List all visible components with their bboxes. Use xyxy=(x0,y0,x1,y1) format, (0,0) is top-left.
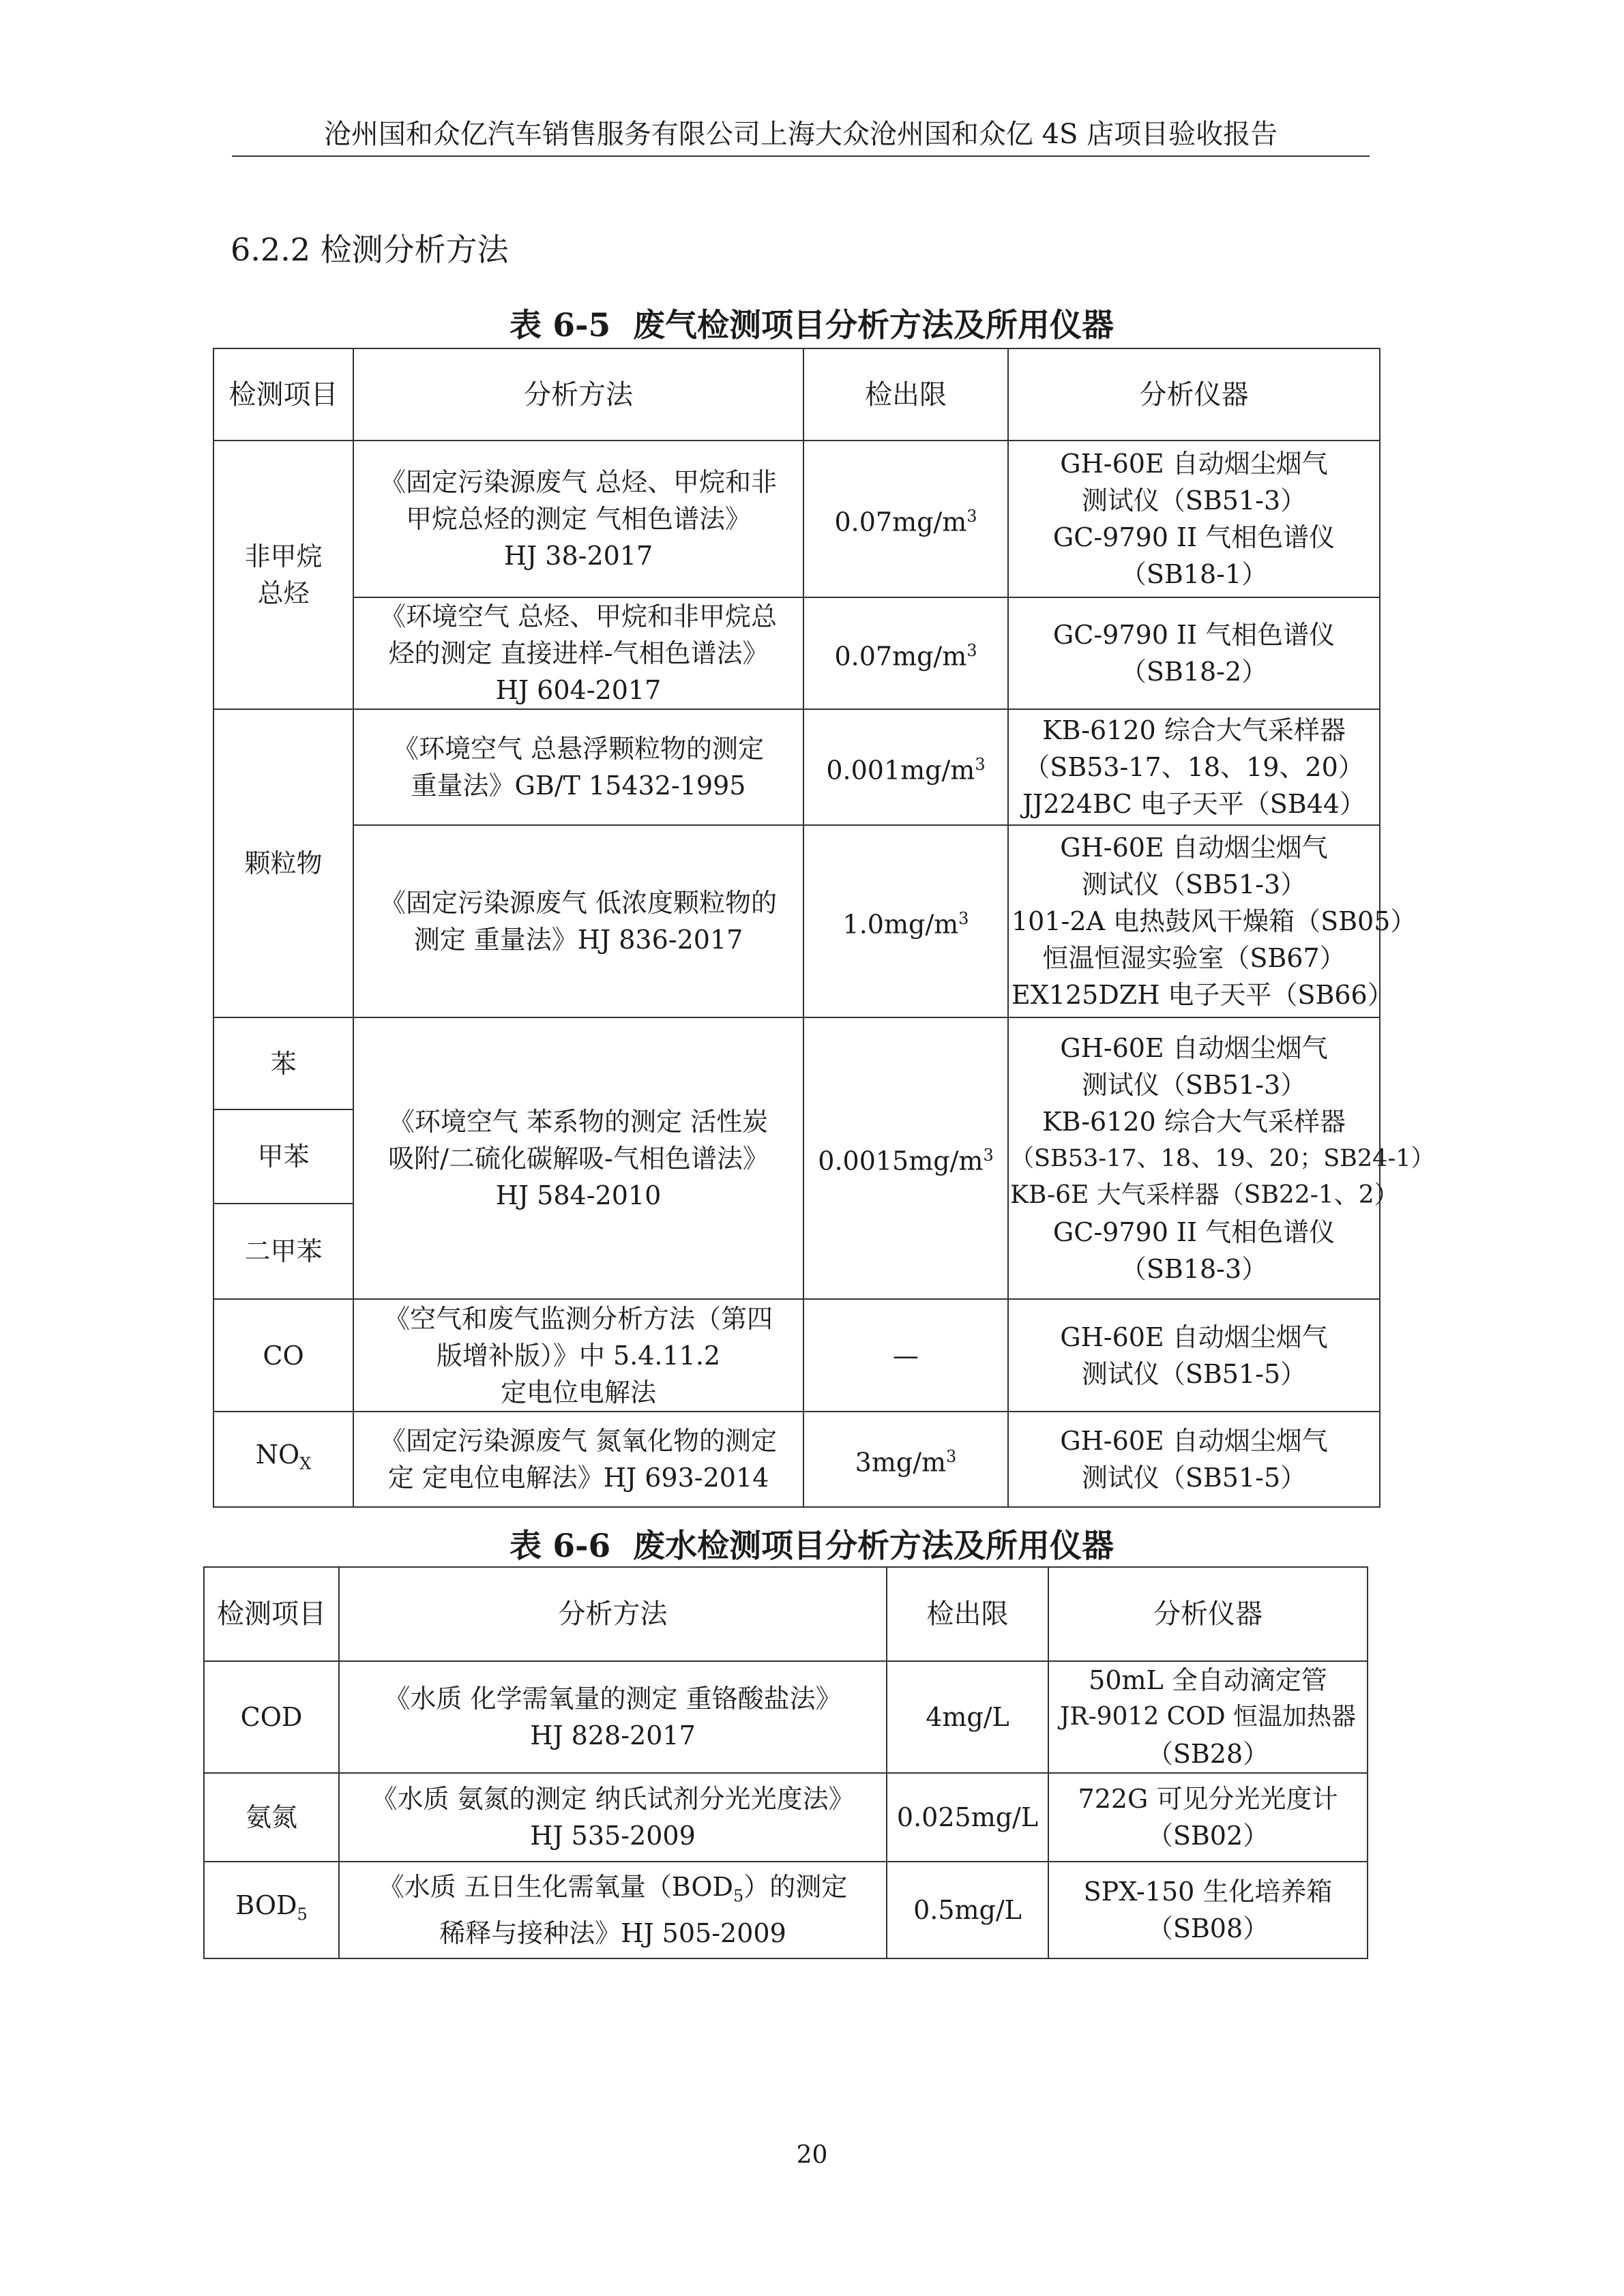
table2-header-instrument: 分析仪器 xyxy=(1048,1567,1368,1661)
instrument-cell xyxy=(1008,709,1380,825)
method-line: 稀释与接种法》HJ 505-2009 xyxy=(439,1918,786,1948)
instrument-line: EX125DZH 电子天平（SB66） xyxy=(1012,980,1393,1010)
table-row xyxy=(213,825,1380,1017)
method-line xyxy=(342,1868,883,1915)
limit-value: 4mg/L xyxy=(926,1702,1009,1732)
item-line: 颗粒物 xyxy=(244,848,323,878)
limit-cell xyxy=(803,597,1008,709)
instrument-cell xyxy=(1008,441,1380,597)
table-row xyxy=(204,1661,1368,1773)
instrument-line: 50mL 全自动滴定管 xyxy=(1089,1665,1327,1695)
limit-unit-superscript: 3 xyxy=(983,1146,994,1165)
table1-caption-label: 表 6-5 xyxy=(509,307,611,344)
instrument-line: （SB08） xyxy=(1147,1913,1269,1943)
method-line: HJ 604-2017 xyxy=(495,675,662,705)
instrument-cell xyxy=(1008,1017,1435,1299)
table2-caption-title: 废水检测项目分析方法及所用仪器 xyxy=(633,1527,1114,1565)
limit-unit-superscript: 3 xyxy=(966,640,977,660)
method-line: HJ 38-2017 xyxy=(503,541,653,571)
limit-value: — xyxy=(893,1340,919,1371)
table2-caption xyxy=(205,1521,1419,1566)
running-header: 沧州国和众亿汽车销售服务有限公司上海大众沧州国和众亿 4S 店项目验收报告 xyxy=(323,119,1278,150)
method-line: 《水质 化学需氧量的测定 重铬酸盐法》 xyxy=(384,1684,842,1714)
table1-header-item: 检测项目 xyxy=(213,348,353,441)
limit-cell xyxy=(887,1661,1048,1773)
limit-cell xyxy=(803,709,1008,825)
method-line: 甲烷总烃的测定 气相色谱法》 xyxy=(405,504,752,534)
method-cell xyxy=(353,441,803,597)
method-line: 《固定污染源废气 总烃、甲烷和非 xyxy=(379,467,778,497)
instrument-line: （SB28） xyxy=(1147,1739,1269,1769)
method-line: 版增补版）》中 5.4.11.2 xyxy=(436,1340,721,1371)
item-cell-xylene xyxy=(213,1204,353,1299)
table2-header-method: 分析方法 xyxy=(339,1567,887,1661)
limit-value: 0.5mg/L xyxy=(913,1895,1022,1925)
method-line: 《固定污染源废气 低浓度颗粒物的 xyxy=(379,888,778,918)
table1-header-instrument: 分析仪器 xyxy=(1008,348,1380,441)
limit-cell xyxy=(803,1299,1008,1412)
item-cell-co xyxy=(213,1299,353,1412)
method-line: HJ 828-2017 xyxy=(530,1720,696,1750)
item-cell-benzene xyxy=(213,1017,353,1109)
item-subscript: X xyxy=(299,1454,312,1474)
instrument-line: JJ224BC 电子天平（SB44） xyxy=(1022,789,1366,819)
instrument-line: （SB53-17、18、19、20） xyxy=(1024,752,1364,782)
limit-cell xyxy=(803,1017,1008,1299)
limit-cell xyxy=(803,441,1008,597)
wastewater-table xyxy=(203,1566,1368,1959)
limit-value: 0.07mg/m xyxy=(834,507,967,537)
instrument-line: GH-60E 自动烟尘烟气 xyxy=(1060,1032,1328,1063)
method-line: 吸附/二硫化碳解吸-气相色谱法》 xyxy=(388,1143,769,1174)
instrument-line: （SB18-1） xyxy=(1120,559,1268,589)
instrument-line: KB-6120 综合大气采样器 xyxy=(1042,1106,1346,1137)
instrument-cell xyxy=(1048,1862,1368,1958)
instrument-line: GH-60E 自动烟尘烟气 xyxy=(1060,1426,1328,1456)
instrument-line: GH-60E 自动烟尘烟气 xyxy=(1060,833,1328,863)
method-line: 《空气和废气监测分析方法（第四 xyxy=(383,1303,773,1334)
limit-value: 0.0015mg/m xyxy=(818,1146,984,1176)
method-line: HJ 535-2009 xyxy=(530,1821,696,1851)
table2-header-item: 检测项目 xyxy=(204,1567,339,1661)
limit-unit-superscript: 3 xyxy=(975,754,986,774)
method-cell xyxy=(353,1412,803,1507)
method-cell xyxy=(353,1017,803,1299)
method-cell xyxy=(339,1862,887,1958)
instrument-line: SPX-150 生化培养箱 xyxy=(1083,1877,1333,1907)
instrument-line: JR-9012 COD 恒温加热器 xyxy=(1059,1703,1357,1731)
instrument-line: （SB18-3） xyxy=(1120,1253,1268,1284)
header-divider xyxy=(232,155,1370,157)
instrument-line: 测试仪（SB51-3） xyxy=(1081,1069,1307,1100)
table-row xyxy=(204,1773,1368,1862)
item-cell-nox xyxy=(213,1412,353,1507)
table-row xyxy=(213,1412,1380,1507)
method-line: HJ 584-2010 xyxy=(495,1180,662,1210)
item-line: NO xyxy=(255,1440,300,1470)
item-line: 苯 xyxy=(270,1048,297,1079)
item-cell-bod xyxy=(204,1862,339,1958)
limit-cell xyxy=(803,825,1008,1017)
method-line: 《环境空气 苯系物的测定 活性炭 xyxy=(388,1106,769,1137)
method-subscript: 5 xyxy=(733,1886,744,1906)
instrument-line: （SB18-2） xyxy=(1120,657,1268,687)
limit-cell xyxy=(803,1412,1008,1507)
instrument-cell xyxy=(1008,1299,1380,1412)
instrument-line: KB-6E 大气采样器（SB22-1、2） xyxy=(1010,1180,1399,1209)
item-cell-ammonia xyxy=(204,1773,339,1862)
instrument-line: KB-6120 综合大气采样器 xyxy=(1042,715,1346,745)
table1-header-method: 分析方法 xyxy=(353,348,803,441)
table2-header-row xyxy=(204,1567,1368,1661)
table-row xyxy=(213,597,1380,709)
limit-value: 0.025mg/L xyxy=(896,1802,1039,1832)
instrument-cell xyxy=(1048,1661,1368,1773)
item-cell-toluene xyxy=(213,1109,353,1204)
instrument-line: GH-60E 自动烟尘烟气 xyxy=(1060,1322,1328,1352)
item-cell-pm xyxy=(213,709,353,1017)
instrument-line: GC-9790 II 气相色谱仪 xyxy=(1052,522,1335,552)
method-line: 烃的测定 直接进样-气相色谱法》 xyxy=(388,638,769,668)
limit-unit-superscript: 3 xyxy=(946,1446,957,1466)
table1-caption-title: 废气检测项目分析方法及所用仪器 xyxy=(633,307,1114,344)
item-line: COD xyxy=(240,1702,303,1732)
instrument-line: 恒温恒湿实验室（SB67） xyxy=(1042,943,1346,973)
instrument-line: 测试仪（SB51-3） xyxy=(1081,869,1307,899)
limit-value: 3mg/m xyxy=(855,1447,947,1478)
method-text: ）的测定 xyxy=(743,1872,848,1903)
item-cell-nmhc xyxy=(213,441,353,709)
instrument-line: 测试仪（SB51-5） xyxy=(1081,1463,1307,1493)
method-line: 重量法》GB/T 15432-1995 xyxy=(411,771,746,801)
method-line: 《环境空气 总烃、甲烷和非甲烷总 xyxy=(379,601,778,631)
method-line: 定电位电解法 xyxy=(500,1377,656,1407)
table2-caption-label: 表 6-6 xyxy=(509,1527,611,1565)
table-row xyxy=(213,1017,1380,1109)
method-line: 定 定电位电解法》HJ 693-2014 xyxy=(387,1463,769,1493)
item-line: 甲苯 xyxy=(257,1142,310,1172)
method-cell xyxy=(339,1773,887,1862)
exhaust-gas-table xyxy=(213,348,1435,1508)
item-cell-cod xyxy=(204,1661,339,1773)
method-cell xyxy=(353,825,803,1017)
table-row xyxy=(213,441,1380,597)
instrument-line: （SB02） xyxy=(1147,1821,1269,1851)
instrument-line: 101-2A 电热鼓风干燥箱（SB05） xyxy=(1012,906,1417,936)
table2-header-limit: 检出限 xyxy=(887,1567,1048,1661)
item-line: BOD xyxy=(235,1890,297,1921)
instrument-line: （SB53-17、18、19、20；SB24-1） xyxy=(1010,1144,1435,1172)
method-line: 《固定污染源废气 氮氧化物的测定 xyxy=(379,1426,778,1456)
instrument-cell xyxy=(1008,597,1380,709)
method-text: 《水质 五日生化需氧量（BOD xyxy=(378,1872,734,1903)
limit-unit-superscript: 3 xyxy=(958,908,969,928)
table-row xyxy=(213,709,1380,825)
item-line: CO xyxy=(263,1340,304,1371)
table1-caption xyxy=(205,300,1419,346)
limit-value: 1.0mg/m xyxy=(842,909,959,940)
item-line: 总烃 xyxy=(257,578,310,608)
limit-cell xyxy=(887,1773,1048,1862)
method-line: 《水质 氨氮的测定 纳氏试剂分光光度法》 xyxy=(371,1784,855,1814)
item-line: 氨氮 xyxy=(245,1802,297,1832)
table-row xyxy=(213,1299,1380,1412)
instrument-line: GC-9790 II 气相色谱仪 xyxy=(1052,1217,1335,1247)
method-cell xyxy=(353,597,803,709)
item-line: 非甲烷 xyxy=(244,541,323,571)
method-cell xyxy=(339,1661,887,1773)
table1-header-row xyxy=(213,348,1380,441)
limit-unit-superscript: 3 xyxy=(966,506,977,526)
section-title: 6.2.2 检测分析方法 xyxy=(231,231,509,268)
limit-value: 0.07mg/m xyxy=(834,641,967,672)
method-cell xyxy=(353,709,803,825)
method-cell xyxy=(353,1299,803,1412)
instrument-line: GC-9790 II 气相色谱仪 xyxy=(1052,620,1335,650)
table1-header-limit: 检出限 xyxy=(803,348,1008,441)
page-number: 20 xyxy=(796,2141,828,2169)
instrument-line: GH-60E 自动烟尘烟气 xyxy=(1060,449,1328,479)
instrument-line: 测试仪（SB51-3） xyxy=(1081,486,1307,516)
instrument-cell xyxy=(1008,1412,1380,1507)
instrument-cell xyxy=(1008,825,1417,1017)
table-row xyxy=(204,1862,1368,1958)
instrument-line: 测试仪（SB51-5） xyxy=(1081,1358,1307,1389)
item-line: 二甲苯 xyxy=(244,1236,323,1266)
item-subscript: 5 xyxy=(297,1905,308,1924)
limit-cell xyxy=(887,1862,1048,1958)
method-line: 《环境空气 总悬浮颗粒物的测定 xyxy=(392,734,765,764)
instrument-line: 722G 可见分光光度计 xyxy=(1078,1784,1338,1814)
limit-value: 0.001mg/m xyxy=(826,755,975,786)
instrument-cell xyxy=(1048,1773,1368,1862)
method-line: 测定 重量法》HJ 836-2017 xyxy=(413,925,743,955)
